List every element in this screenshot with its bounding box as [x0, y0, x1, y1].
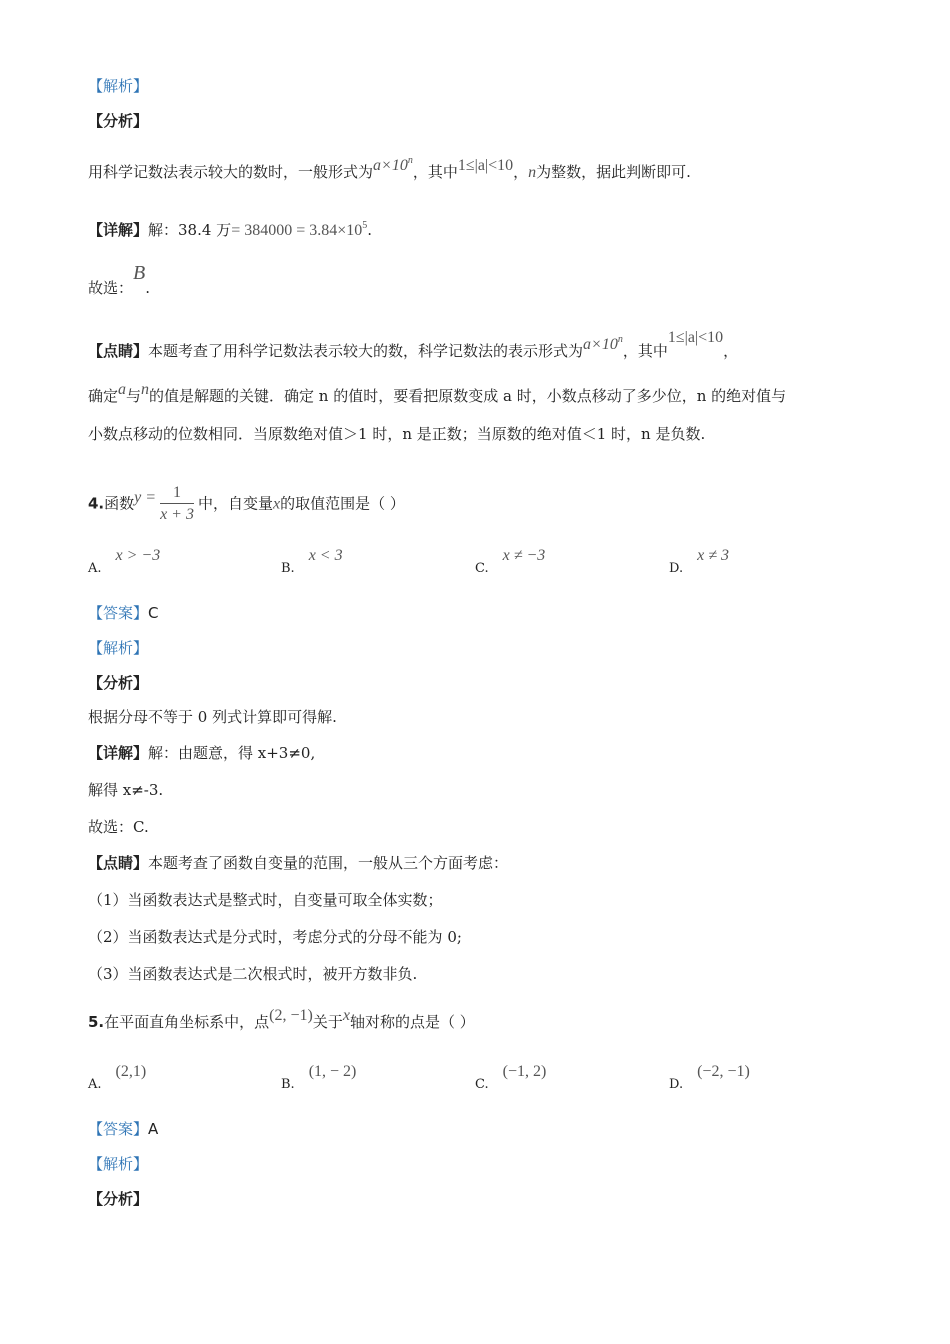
option-d[interactable]: D.x ≠ 3 [669, 547, 729, 576]
analysis-subheading: 【分析】 [88, 1190, 149, 1208]
option-a[interactable]: A.x > −3 [88, 547, 161, 576]
detail-text-line2: 解得 x≠-3. [88, 781, 164, 799]
comment-point-1: （1）当函数表达式是整式时，自变量可取全体实数； [88, 891, 443, 909]
analysis-subheading: 【分析】 [88, 674, 149, 692]
option-d[interactable]: D.(−2, −1) [669, 1063, 750, 1092]
choose-line: 故选：C. [88, 818, 149, 836]
text: 解：38.4 万 [148, 221, 232, 239]
math-variable: n [141, 381, 150, 398]
option-b[interactable]: B.x < 3 [281, 547, 343, 576]
math-variable: n [528, 164, 537, 181]
math-variable: x [342, 1007, 350, 1024]
math-expression: = $384000 = 3.84\times 10^5$ [231, 220, 368, 239]
option-a[interactable]: A.(2,1) [88, 1063, 147, 1092]
comment-text-line2: 确定a与n的值是解题的关键．确定 n 的值时，要看把原数变成 a 时，小数点移动了多少位，n 的绝对值与 [88, 381, 787, 405]
option-c[interactable]: C.(−1, 2) [475, 1063, 547, 1092]
analysis-heading: 【解析】 [88, 77, 149, 95]
math-expression: 1≤|a|<10 [457, 157, 514, 174]
math-expression: (2, −1) [269, 1007, 313, 1024]
question-4: 4.函数y = $\frac{1}{x + 3}$ 中，自变量x的取值范围是（ ） [88, 483, 405, 526]
analysis-text [88, 155, 691, 183]
comment-point-2: （2）当函数表达式是分式时，考虑分式的分母不能为 0; [88, 928, 462, 946]
analysis-text: 根据分母不等于 0 列式计算即可得解. [88, 708, 337, 726]
comment-tag: 【点睛】 [88, 342, 149, 360]
answer-value: A [148, 1120, 159, 1138]
math-variable: x [272, 495, 281, 513]
text: ， [723, 342, 739, 360]
analysis-heading: 【解析】 [88, 1155, 149, 1173]
answer-line: 【答案】C [88, 604, 159, 622]
answer-line [88, 262, 151, 298]
math-expression: $a\times 10^n$ [373, 155, 413, 174]
detail-tag: 【详解】 [88, 221, 149, 239]
math-variable: a [118, 381, 127, 398]
comment-text-line3: 小数点移动的位数相同．当原数绝对值＞1 时，n 是正数；当原数的绝对值＜1 时，n 是负数. [88, 425, 706, 443]
math-expression: y = [134, 488, 157, 506]
question-number: 4. [88, 494, 105, 513]
detail-text: 【详解】解：由题意，得 x+3≠0, [88, 744, 316, 762]
text: ，其中 [622, 342, 668, 360]
answer-line: 【答案】A [88, 1120, 159, 1138]
analysis-heading: 【解析】 [88, 639, 149, 657]
comment-text: 【点睛】本题考查了函数自变量的范围，一般从三个方面考虑： [88, 854, 509, 872]
text: 为整数，据此判断即可. [536, 163, 691, 181]
fraction: $\frac{1}{x + 3}$ [160, 484, 194, 523]
comment-text [88, 329, 739, 362]
question-number: 5. [88, 1013, 105, 1031]
math-expression: 1≤|a|<10 [667, 329, 724, 346]
option-b[interactable]: B.(1, − 2) [281, 1063, 357, 1092]
text: . [367, 221, 373, 239]
text: 本题考查了用科学记数法表示较大的数，科学记数法的表示形式为 [148, 342, 584, 360]
text: ，其中 [412, 163, 458, 181]
text: 故选： [88, 279, 134, 297]
detail-text [88, 216, 372, 241]
math-variable: B [133, 262, 146, 284]
text: 用科学记数法表示较大的数时，一般形式为 [88, 163, 374, 181]
text: . [145, 279, 151, 297]
comment-point-3: （3）当函数表达式是二次根式时，被开方数非负. [88, 965, 418, 983]
option-c[interactable]: C.x ≠ −3 [475, 547, 546, 576]
text: ， [513, 163, 529, 181]
analysis-subheading: 【分析】 [88, 112, 149, 130]
answer-value: C [148, 604, 159, 622]
math-expression: $a\times 10^n$ [583, 334, 623, 353]
question-5: 5.在平面直角坐标系中，点(2, −1)关于x轴对称的点是（ ） [88, 1007, 475, 1031]
